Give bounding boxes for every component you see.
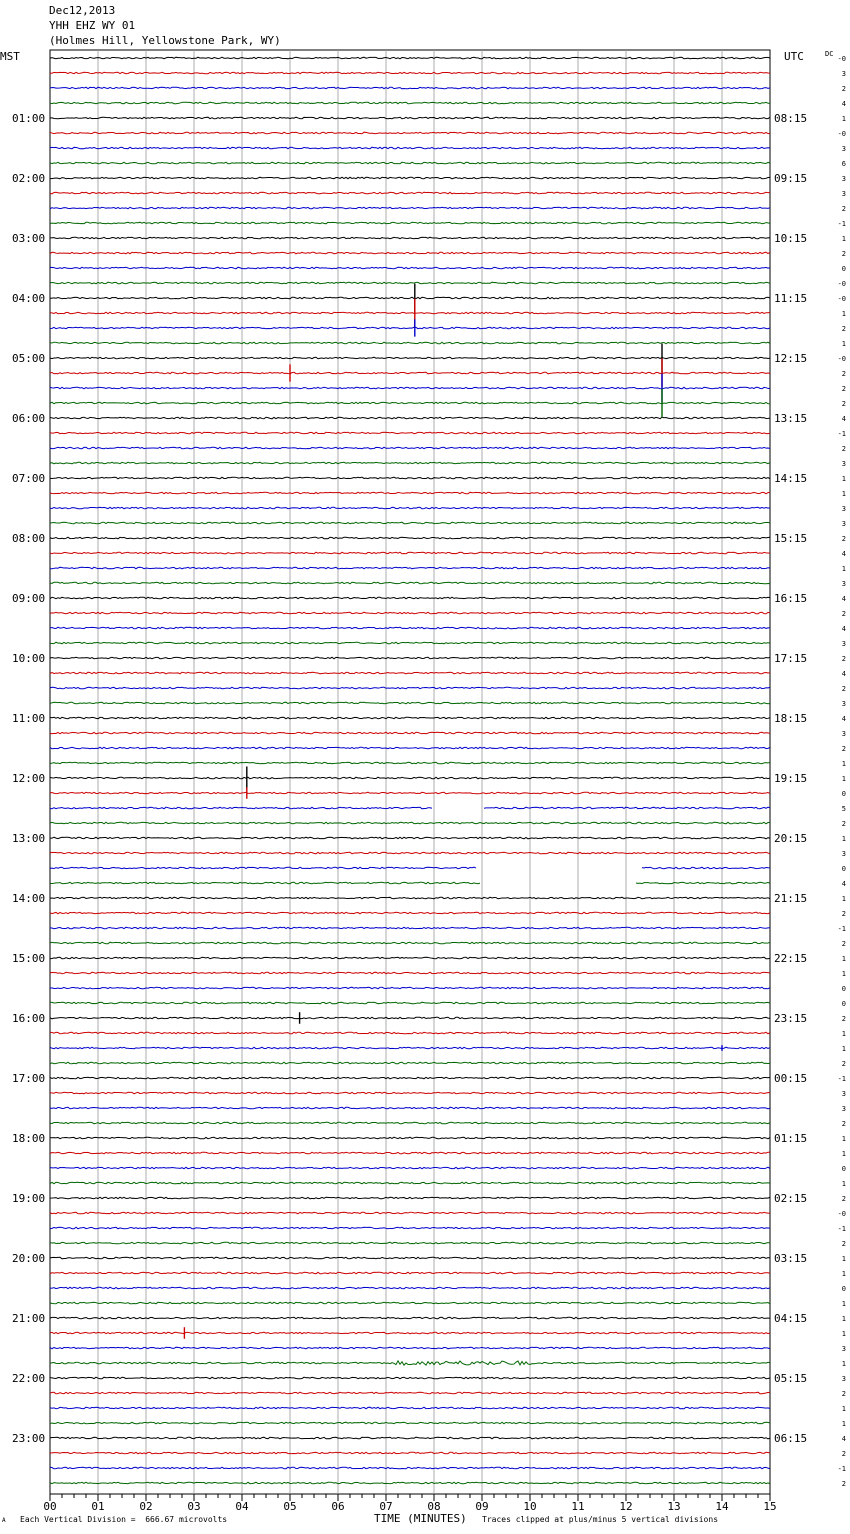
trace-line (50, 1032, 770, 1034)
trace-line (50, 1332, 770, 1334)
trace-line (50, 57, 770, 59)
trace-line (50, 72, 770, 74)
trace-line (50, 972, 770, 974)
trace-line (50, 807, 770, 809)
dc-offset-label: -0 (837, 130, 846, 138)
trace-line (50, 192, 770, 194)
dc-offset-label: -1 (837, 1075, 846, 1083)
trace-line (50, 537, 770, 539)
trace-line (50, 1107, 770, 1109)
dc-offset-label: 3 (841, 505, 846, 513)
x-tick-label: 15 (763, 1500, 777, 1513)
dc-offset-label: 4 (841, 550, 846, 558)
dc-offset-label: 0 (841, 865, 846, 873)
right-hour-label: 00:15 (774, 1072, 808, 1085)
dc-offset-label: 1 (841, 475, 846, 483)
left-hour-label: 19:00 (12, 1192, 46, 1205)
x-tick-label: 14 (715, 1500, 729, 1513)
dc-offset-label: 1 (841, 1300, 846, 1308)
dc-offset-label: 2 (841, 85, 846, 93)
trace-line (50, 897, 770, 899)
dc-offset-label: 2 (841, 1390, 846, 1398)
trace-line (50, 1137, 770, 1139)
trace-line (50, 432, 770, 434)
header-location: (Holmes Hill, Yellowstone Park, WY) (49, 34, 281, 47)
dc-offset-label: -1 (837, 1225, 846, 1233)
trace-line (50, 447, 770, 449)
right-hour-label: 22:15 (774, 952, 808, 965)
x-tick-label: 03 (187, 1500, 201, 1513)
trace-line (50, 1467, 770, 1469)
left-hour-label: 18:00 (12, 1132, 46, 1145)
dc-offset-label: -0 (837, 280, 846, 288)
right-hour-label: 05:15 (774, 1372, 808, 1385)
trace-line (50, 1002, 770, 1004)
left-hour-label: 07:00 (12, 472, 46, 485)
trace-line (50, 1122, 770, 1124)
dc-offset-label: 3 (841, 460, 846, 468)
trace-line (50, 552, 770, 554)
trace-line (50, 1092, 770, 1094)
dc-offset-label: 4 (841, 880, 846, 888)
dc-offset-label: 3 (841, 850, 846, 858)
trace-line (50, 342, 770, 344)
dc-offset-label: 3 (841, 730, 846, 738)
dc-offset-label: 1 (841, 1255, 846, 1263)
dc-offset-label: 4 (841, 1435, 846, 1443)
right-hour-label: 18:15 (774, 712, 808, 725)
left-hour-label: 10:00 (12, 652, 46, 665)
x-tick-label: 05 (283, 1500, 297, 1513)
dc-offset-label: 2 (841, 1480, 846, 1488)
x-tick-label: 08 (427, 1500, 441, 1513)
trace-line (50, 1167, 770, 1169)
dc-offset-label: 4 (841, 670, 846, 678)
left-hour-label: 04:00 (12, 292, 46, 305)
dc-offset-label: 2 (841, 910, 846, 918)
trace-line (50, 957, 770, 959)
dc-offset-label: 1 (841, 235, 846, 243)
dc-offset-label: 1 (841, 970, 846, 978)
dc-offset-label: 5 (841, 805, 846, 813)
trace-line (50, 1197, 770, 1199)
trace-line (50, 822, 770, 824)
right-hour-label: 19:15 (774, 772, 808, 785)
trace-line (50, 102, 770, 104)
dc-offset-label: 2 (841, 745, 846, 753)
footer-corner-mark: A (2, 1517, 6, 1524)
trace-line (50, 222, 770, 224)
trace-line (50, 177, 770, 179)
dc-offset-label: 1 (841, 760, 846, 768)
trace-line (50, 1452, 770, 1454)
trace-line (50, 942, 770, 944)
right-hour-label: 11:15 (774, 292, 808, 305)
dc-offset-label: 4 (841, 625, 846, 633)
dc-offset-label: -0 (837, 1210, 846, 1218)
trace-line (50, 867, 770, 869)
right-hour-label: 06:15 (774, 1432, 808, 1445)
footer-division-note: Each Vertical Division = 666.67 microvolts (20, 1515, 228, 1524)
trace-line (50, 117, 770, 119)
trace-line (50, 1242, 770, 1244)
trace-line (50, 477, 770, 479)
trace-line (50, 687, 770, 689)
trace-line (50, 747, 770, 749)
trace-line (50, 417, 770, 419)
left-hour-label: 22:00 (12, 1372, 46, 1385)
right-hour-label: 12:15 (774, 352, 808, 365)
right-hour-label: 10:15 (774, 232, 808, 245)
left-hour-label: 20:00 (12, 1252, 46, 1265)
trace-line (50, 927, 770, 929)
dc-offset-label: 2 (841, 370, 846, 378)
trace-line (50, 1347, 770, 1349)
left-hour-label: 02:00 (12, 172, 46, 185)
trace-line (50, 1422, 770, 1424)
dc-offset-label: 2 (841, 1195, 846, 1203)
left-hour-label: 05:00 (12, 352, 46, 365)
dc-offset-label: 2 (841, 1240, 846, 1248)
dc-offset-label: 2 (841, 685, 846, 693)
x-tick-label: 09 (475, 1500, 489, 1513)
trace-line (50, 717, 770, 719)
dc-offset-label: 2 (841, 385, 846, 393)
plot-frame (50, 50, 770, 1494)
left-hour-label: 17:00 (12, 1072, 46, 1085)
trace-line (50, 147, 770, 149)
dc-offset-label: 3 (841, 520, 846, 528)
trace-line (50, 657, 770, 659)
dc-offset-label: 0 (841, 1285, 846, 1293)
dc-offset-label: 1 (841, 340, 846, 348)
trace-line (50, 297, 770, 299)
dc-offset-label: 4 (841, 100, 846, 108)
dc-offset-label: 3 (841, 700, 846, 708)
dc-offset-label: 1 (841, 1330, 846, 1338)
right-hour-label: 09:15 (774, 172, 808, 185)
dc-offset-label: 1 (841, 1030, 846, 1038)
header-station: YHH EHZ WY 01 (49, 19, 136, 32)
trace-line (50, 1062, 770, 1064)
right-hour-label: 15:15 (774, 532, 808, 545)
dc-offset-label: -1 (837, 220, 846, 228)
dc-offset-label: 1 (841, 310, 846, 318)
trace-line (50, 987, 770, 989)
dc-offset-label: 1 (841, 1180, 846, 1188)
trace-line (50, 582, 770, 584)
left-hour-label: 08:00 (12, 532, 46, 545)
trace-line (50, 1152, 770, 1154)
dc-offset-label: 0 (841, 1000, 846, 1008)
left-hour-label: 06:00 (12, 412, 46, 425)
trace-line (50, 1287, 770, 1289)
trace-line (50, 1272, 770, 1274)
left-hour-label: 14:00 (12, 892, 46, 905)
right-hour-label: 04:15 (774, 1312, 808, 1325)
trace-line (50, 162, 770, 164)
dc-offset-label: 2 (841, 610, 846, 618)
dc-offset-label: 2 (841, 205, 846, 213)
dc-offset-label: 1 (841, 1045, 846, 1053)
dc-offset-label: 0 (841, 790, 846, 798)
dc-header-label: DC (825, 50, 834, 58)
right-hour-label: 14:15 (774, 472, 808, 485)
dc-offset-label: 2 (841, 1450, 846, 1458)
header-date: Dec12,2013 (49, 4, 116, 17)
trace-line (50, 1361, 770, 1365)
trace-line (50, 1257, 770, 1259)
trace-line (50, 1182, 770, 1184)
right-hour-label: 20:15 (774, 832, 808, 845)
left-hour-label: 16:00 (12, 1012, 46, 1025)
trace-line (50, 1212, 770, 1214)
left-hour-label: 01:00 (12, 112, 46, 125)
right-hour-label: 23:15 (774, 1012, 808, 1025)
trace-line (50, 237, 770, 239)
dc-offset-label: 2 (841, 445, 846, 453)
right-hour-label: 21:15 (774, 892, 808, 905)
right-hour-label: 01:15 (774, 1132, 808, 1145)
trace-line (50, 612, 770, 614)
dc-offset-label: 2 (841, 1015, 846, 1023)
dc-offset-label: 3 (841, 1345, 846, 1353)
dc-offset-label: 1 (841, 835, 846, 843)
dc-offset-label: 1 (841, 775, 846, 783)
dc-offset-label: 0 (841, 985, 846, 993)
dc-offset-label: 1 (841, 1405, 846, 1413)
trace-line (50, 1017, 770, 1019)
trace-line (50, 312, 770, 314)
right-hour-label: 03:15 (774, 1252, 808, 1265)
dc-offset-label: -1 (837, 430, 846, 438)
right-hour-label: 16:15 (774, 592, 808, 605)
dc-offset-label: 4 (841, 715, 846, 723)
trace-line (50, 252, 770, 254)
trace-line (50, 627, 770, 629)
trace-line (50, 702, 770, 704)
trace-line (50, 282, 770, 284)
trace-line (50, 1482, 770, 1484)
dc-offset-label: 3 (841, 1105, 846, 1113)
dc-offset-label: 2 (841, 325, 846, 333)
dc-offset-label: 2 (841, 1120, 846, 1128)
trace-line (50, 207, 770, 209)
dc-offset-label: 3 (841, 190, 846, 198)
trace-line (50, 522, 770, 524)
dc-offset-label: 1 (841, 895, 846, 903)
dc-offset-label: 2 (841, 820, 846, 828)
x-tick-label: 00 (43, 1500, 57, 1513)
dc-offset-label: 2 (841, 535, 846, 543)
trace-line (50, 777, 770, 779)
x-tick-label: 10 (523, 1500, 537, 1513)
dc-offset-label: 1 (841, 115, 846, 123)
trace-line (50, 672, 770, 674)
trace-line (50, 1077, 770, 1079)
dc-offset-label: 1 (841, 955, 846, 963)
left-hour-label: 23:00 (12, 1432, 46, 1445)
right-timezone-label: UTC (784, 50, 804, 63)
x-tick-label: 07 (379, 1500, 393, 1513)
trace-line (50, 327, 770, 329)
dc-offset-label: 1 (841, 565, 846, 573)
dc-offset-label: 4 (841, 595, 846, 603)
trace-line (50, 762, 770, 764)
trace-line (50, 507, 770, 509)
dc-offset-label: -0 (837, 355, 846, 363)
dc-offset-label: 1 (841, 1135, 846, 1143)
x-axis-title: TIME (MINUTES) (374, 1512, 467, 1525)
trace-line (50, 597, 770, 599)
trace-line (50, 1047, 770, 1049)
dc-offset-label: 3 (841, 580, 846, 588)
left-hour-label: 09:00 (12, 592, 46, 605)
trace-line (50, 1392, 770, 1394)
dc-offset-label: -0 (837, 295, 846, 303)
dc-offset-label: 3 (841, 145, 846, 153)
trace-line (50, 852, 770, 854)
right-hour-label: 02:15 (774, 1192, 808, 1205)
dc-offset-label: 3 (841, 175, 846, 183)
trace-line (50, 792, 770, 794)
x-tick-label: 13 (667, 1500, 681, 1513)
dc-offset-label: 3 (841, 70, 846, 78)
dc-offset-label: 2 (841, 655, 846, 663)
trace-line (50, 1317, 770, 1319)
dc-offset-label: 3 (841, 1090, 846, 1098)
dc-offset-label: 1 (841, 1315, 846, 1323)
footer-clip-note: Traces clipped at plus/minus 5 vertical divisions (482, 1515, 719, 1524)
left-hour-label: 15:00 (12, 952, 46, 965)
trace-line (50, 912, 770, 914)
trace-line (50, 492, 770, 494)
dc-offset-label: -0 (837, 55, 846, 63)
x-tick-label: 01 (91, 1500, 105, 1513)
trace-line (50, 567, 770, 569)
dc-offset-label: 1 (841, 1360, 846, 1368)
trace-line (50, 1437, 770, 1439)
left-timezone-label: MST (0, 50, 20, 63)
x-tick-label: 02 (139, 1500, 153, 1513)
trace-line (50, 642, 770, 644)
dc-offset-label: -1 (837, 925, 846, 933)
trace-line (50, 87, 770, 89)
dc-offset-label: -1 (837, 1465, 846, 1473)
dc-offset-label: 0 (841, 1165, 846, 1173)
dc-offset-label: 2 (841, 940, 846, 948)
dc-offset-label: 1 (841, 1150, 846, 1158)
dc-offset-label: 2 (841, 1060, 846, 1068)
dc-offset-label: 1 (841, 1420, 846, 1428)
left-hour-label: 21:00 (12, 1312, 46, 1325)
left-hour-label: 03:00 (12, 232, 46, 245)
trace-line (50, 132, 770, 134)
right-hour-label: 13:15 (774, 412, 808, 425)
trace-line (50, 1302, 770, 1304)
dc-offset-label: 4 (841, 415, 846, 423)
dc-offset-label: 6 (841, 160, 846, 168)
dc-offset-label: 1 (841, 1270, 846, 1278)
left-hour-label: 12:00 (12, 772, 46, 785)
trace-line (50, 837, 770, 839)
dc-offset-label: 2 (841, 250, 846, 258)
dc-offset-label: 1 (841, 490, 846, 498)
dc-offset-label: 0 (841, 265, 846, 273)
left-hour-label: 11:00 (12, 712, 46, 725)
dc-offset-label: 3 (841, 640, 846, 648)
trace-line (50, 462, 770, 464)
trace-line (50, 1407, 770, 1409)
trace-line (50, 267, 770, 269)
trace-line (50, 1377, 770, 1379)
left-hour-label: 13:00 (12, 832, 46, 845)
x-tick-label: 11 (571, 1500, 585, 1513)
trace-line (50, 882, 770, 884)
right-hour-label: 17:15 (774, 652, 808, 665)
x-tick-label: 04 (235, 1500, 249, 1513)
dc-offset-label: 3 (841, 1375, 846, 1383)
trace-line (50, 732, 770, 734)
x-tick-label: 06 (331, 1500, 345, 1513)
x-tick-label: 12 (619, 1500, 633, 1513)
trace-line (50, 1227, 770, 1229)
right-hour-label: 08:15 (774, 112, 808, 125)
dc-offset-label: 2 (841, 400, 846, 408)
